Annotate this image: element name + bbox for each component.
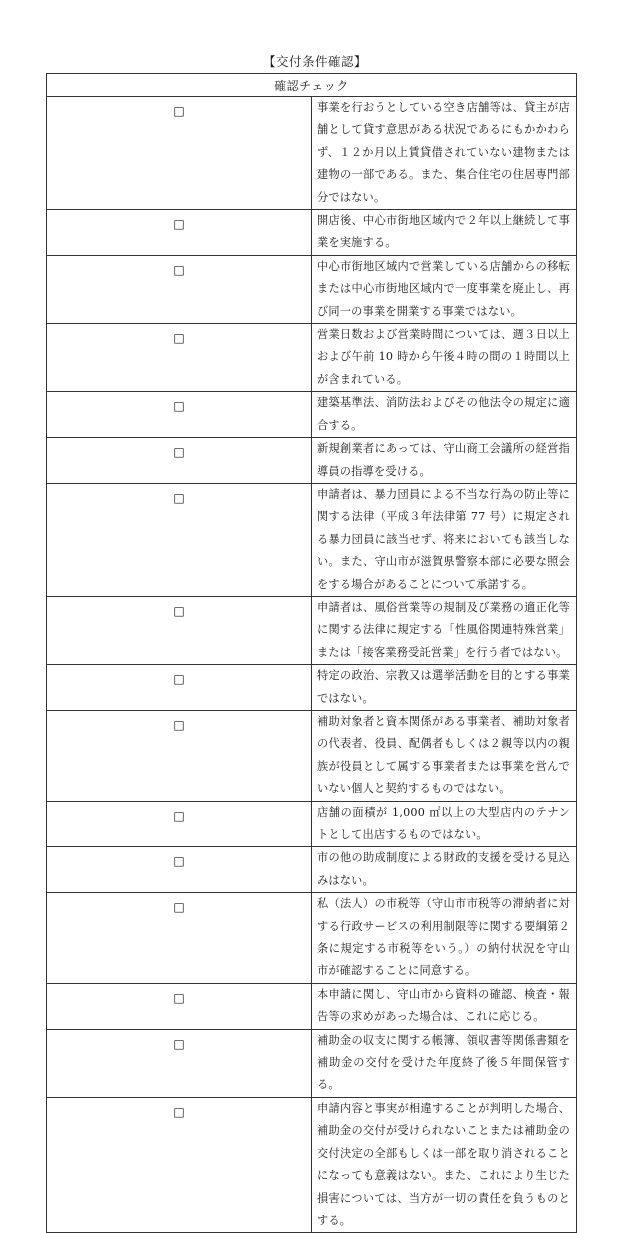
- checkbox[interactable]: □: [47, 1097, 312, 1232]
- checklist-item-text: 私（法人）の市税等（守山市市税等の滞納者に対する行政サービスの利用制限等に関する要綱第２条に規定する市税等をいう。）の納付状況を守山市が確認することに同意する。: [312, 893, 577, 984]
- checklist-item-text: 営業日数および営業時間については、週３日以上および午前 10 時から午後４時の間の１時間以上が含まれている。: [312, 324, 577, 392]
- checklist-row: [47, 255, 577, 323]
- checklist-row: [47, 97, 577, 210]
- checklist-body: [47, 97, 577, 1233]
- table-header: 確認チェック: [47, 74, 577, 97]
- checkbox[interactable]: □: [47, 324, 312, 392]
- checkbox[interactable]: □: [47, 893, 312, 984]
- checkbox[interactable]: □: [47, 983, 312, 1029]
- checklist-row: [47, 710, 577, 801]
- checklist-row: [47, 596, 577, 664]
- checklist-item-text: 補助金の収支に関する帳簿、領収書等関係書類を補助金の交付を受けた年度終了後５年間保管する。: [312, 1029, 577, 1097]
- checkbox[interactable]: □: [47, 847, 312, 893]
- checklist-item-text: 新規創業者にあっては、守山商工会議所の経営指導員の指導を受ける。: [312, 438, 577, 484]
- checklist-item-text: 建築基準法、消防法およびその他法令の規定に適合する。: [312, 392, 577, 438]
- checklist-item-text: 申請者は、風俗営業等の規制及び業務の適正化等に関する法律に規定する「性風俗関連特殊営業」または「接客業務受託営業」を行う者ではない。: [312, 596, 577, 664]
- checkbox[interactable]: □: [47, 97, 312, 210]
- checkbox[interactable]: □: [47, 801, 312, 847]
- checklist-item-text: 特定の政治、宗教又は選挙活動を目的とする事業ではない。: [312, 665, 577, 711]
- checklist-row: [47, 1029, 577, 1097]
- checklist-item-text: 市の他の助成制度による財政的支援を受ける見込みはない。: [312, 847, 577, 893]
- checklist-item-text: 中心市街地区域内で営業している店舗からの移転または中心市街地区域内で一度事業を廃止し、再び同一の事業を開業する事業ではない。: [312, 255, 577, 323]
- checkbox[interactable]: □: [47, 665, 312, 711]
- checklist-row: [47, 324, 577, 392]
- confirmation-checklist: [46, 73, 577, 1233]
- checkbox[interactable]: □: [47, 483, 312, 596]
- checklist-item-text: 店舗の面積が 1,000 ㎡以上の大型店内のテナントとして出店するものではない。: [312, 801, 577, 847]
- checkbox[interactable]: □: [47, 710, 312, 801]
- checklist-item-text: 本申請に関し、守山市から資料の確認、検査・報告等の求めがあった場合は、これに応じる。: [312, 983, 577, 1029]
- checklist-item-text: 補助対象者と資本関係がある事業者、補助対象者の代表者、役員、配偶者もしくは２親等以内の親族が役員として属する事業者または事業を営んでいない個人と契約するものではない。: [312, 710, 577, 801]
- checkbox[interactable]: □: [47, 596, 312, 664]
- checklist-item-text: 申請者は、暴力団員による不当な行為の防止等に関する法律（平成３年法律第 77 号）に規定される暴力団員に該当せず、将来においても該当しない。また、守山市が滋賀県警察本部に必要な照会をする場合があることについて承諾する。: [312, 483, 577, 596]
- checklist-row: [47, 210, 577, 256]
- checkbox[interactable]: □: [47, 392, 312, 438]
- checklist-row: [47, 893, 577, 984]
- checkbox[interactable]: □: [47, 255, 312, 323]
- checklist-item-text: 申請内容と事実が相違することが判明した場合、補助金の交付が受けられないことまたは補助金の交付決定の全部もしくは一部を取り消されることになっても意義はない。また、これにより生じた損害については、当方が一切の責任を負うものとする。: [312, 1097, 577, 1232]
- checklist-row: [47, 847, 577, 893]
- checklist-row: [47, 665, 577, 711]
- checklist-row: [47, 801, 577, 847]
- checkbox[interactable]: □: [47, 438, 312, 484]
- checklist-row: [47, 1097, 577, 1232]
- page-title: 【交付条件確認】: [262, 54, 367, 69]
- checklist-item-text: 開店後、中心市街地区域内で２年以上継続して事業を実施する。: [312, 210, 577, 256]
- checklist-row: [47, 392, 577, 438]
- checklist-item-text: 事業を行おうとしている空き店舗等は、貸主が店舗として貸す意思がある状況であるにもかかわらず、１２か月以上賃貸借されていない建物または建物の一部である。また、集合住宅の住居専門部分ではない。: [312, 97, 577, 210]
- checklist-row: [47, 438, 577, 484]
- checkbox[interactable]: □: [47, 1029, 312, 1097]
- checklist-row: [47, 983, 577, 1029]
- checklist-row: [47, 483, 577, 596]
- table-header-row: [47, 74, 577, 97]
- checkbox[interactable]: □: [47, 210, 312, 256]
